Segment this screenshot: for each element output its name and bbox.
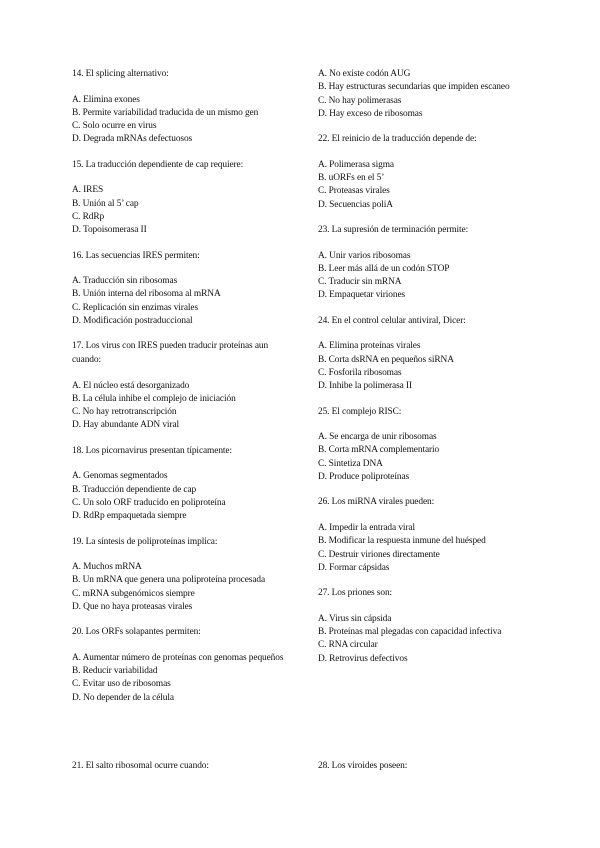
- left-column: [72, 68, 290, 717]
- question-block: [72, 340, 290, 432]
- question-block: [72, 760, 290, 786]
- answer-option: A. IRES: [72, 185, 104, 196]
- answer-option: C. No hay polimerasas: [318, 95, 402, 106]
- answer-option: C. RNA circular: [318, 640, 378, 651]
- question-text: 18. Los picornavirus presentan típicamente:: [72, 445, 232, 456]
- answer-option: C. Fosforila ribosomas: [318, 367, 402, 378]
- answer-option: B. La célula inhibe el complejo de iniciación: [72, 393, 236, 404]
- answer-option: D. Degrada mRNAs defectuosos: [72, 134, 193, 145]
- answer-option: D. Retrovirus defectivos: [318, 653, 408, 664]
- answer-option: D. RdRp empaquetada siempre: [72, 511, 187, 522]
- question-text: 27. Los priones son:: [318, 588, 393, 599]
- answer-option: B. Unión interna del ribosoma al mRNA: [72, 289, 221, 300]
- answer-option: C. Solo ocurre en virus: [72, 121, 157, 132]
- answer-option: A. Aumentar número de proteínas con genomas pequeños: [72, 652, 284, 663]
- answer-option: D. Modificación postraduccional: [72, 316, 193, 327]
- answer-option: B. Traducción dependiente de cap: [72, 484, 197, 495]
- question-text: 19. La síntesis de poliproteínas implica:: [72, 536, 218, 547]
- answer-option: A. Polimerasa sigma: [318, 159, 394, 170]
- question-text: 15. La traducción dependiente de cap requiere:: [72, 159, 244, 170]
- question-block: [318, 315, 530, 394]
- question-block: [72, 445, 290, 524]
- answer-option: C. No hay retrotranscripción: [72, 407, 177, 418]
- question-text: 14. El splicing alternativo:: [72, 69, 169, 79]
- question-block: [318, 224, 530, 303]
- question-block: [72, 626, 290, 705]
- question-block: [72, 68, 290, 147]
- question-block: [318, 496, 530, 575]
- question-block: [72, 536, 290, 615]
- question-text: 21. El salto ribosomal ocurre cuando:: [72, 761, 209, 771]
- answer-option: B. Corta mRNA complementario: [318, 445, 440, 456]
- answer-option: A. El núcleo está desorganizado: [72, 380, 190, 391]
- question-block: [72, 250, 290, 329]
- answer-option: B. Unión al 5’ cap: [72, 198, 139, 209]
- question-block: [72, 159, 290, 238]
- answer-option: D. Que no haya proteasas virales: [72, 601, 193, 612]
- right-column: [318, 68, 530, 678]
- answer-option: D. Hay exceso de ribosomas: [318, 108, 423, 119]
- question-text: 24. En el control celular antiviral, Dicer:: [318, 315, 466, 326]
- answer-option: B. Un mRNA que genera una poliproteína procesada: [72, 575, 266, 586]
- answer-option: C. RdRp: [72, 211, 105, 222]
- answer-option: B. Corta dsRNA en pequeños siRNA: [318, 354, 454, 365]
- answer-option: A. Muchos mRNA: [72, 562, 142, 573]
- answer-option: D. Topoisomerasa II: [72, 225, 147, 236]
- question-text: 26. Los miRNA virales pueden:: [318, 497, 435, 508]
- answer-option: A. Impedir la entrada viral: [318, 522, 415, 533]
- answer-option: A. Elimina proteínas virales: [318, 341, 421, 352]
- answer-option: C. Evitar uso de ribosomas: [72, 679, 171, 690]
- answer-option: B. Proteínas mal plegadas con capacidad infectiva: [318, 626, 502, 637]
- answer-option: D. No depender de la célula: [72, 692, 174, 703]
- answer-option: D. Produce poliproteínas: [318, 472, 410, 483]
- answer-option: C. Proteasas virales: [318, 186, 390, 197]
- answer-option: C. Sintetiza DNA: [318, 458, 383, 469]
- question-block: [318, 133, 530, 212]
- answer-option: A. Virus sin cápsida: [318, 613, 392, 624]
- question-text: 16. Las secuencias IRES permiten:: [72, 250, 200, 261]
- question-text: 17. Los virus con IRES pueden traducir proteínas aun cuando:: [72, 341, 269, 365]
- answer-option: C. Traducir sin mRNA: [318, 277, 402, 288]
- question-block: [318, 406, 530, 485]
- question-block: [318, 587, 530, 666]
- answer-option: B. Permite variabilidad traducida de un mismo gen: [72, 107, 259, 118]
- answer-option: A. No existe codón AUG: [318, 69, 411, 79]
- answer-option: D. Hay abundante ADN viral: [72, 420, 180, 431]
- question-text: 25. El complejo RISC:: [318, 406, 402, 417]
- answer-option: B. uORFs en el 5’: [318, 173, 385, 184]
- answer-option: D. Secuencias poliA: [318, 199, 393, 210]
- answer-option: D. Empaquetar viriones: [318, 290, 406, 301]
- question-text: 23. La supresión de terminación permite:: [318, 224, 469, 235]
- question-block: [318, 760, 530, 786]
- question-text: 20. Los ORFs solapantes permiten:: [72, 627, 201, 638]
- answer-option: A. Se encarga de unir ribosomas: [318, 432, 437, 443]
- answer-option: C. Un solo ORF traducido en poliproteína: [72, 497, 226, 508]
- answer-option: A. Traducción sin ribosomas: [72, 276, 178, 287]
- answer-option: D. Formar cápsidas: [318, 562, 390, 573]
- answer-option: B. Leer más allá de un codón STOP: [318, 263, 450, 274]
- question-block: [318, 68, 530, 121]
- answer-option: B. Reducir variabilidad: [72, 666, 158, 677]
- answer-option: A. Elimina exones: [72, 94, 140, 105]
- answer-option: A. Genomas segmentados: [72, 471, 168, 482]
- answer-option: C. Replicación sin enzimas virales: [72, 302, 198, 313]
- answer-option: C. Destruir viriones directamente: [318, 549, 440, 560]
- question-text: 22. El reinicio de la traducción depende de:: [318, 134, 477, 145]
- answer-option: C. mRNA subgenómicos siempre: [72, 588, 195, 599]
- answer-option: B. Hay estructuras secundarias que impiden escaneo: [318, 82, 510, 93]
- question-text: 28. Los viroides poseen:: [318, 761, 408, 771]
- answer-option: A. Unir varios ribosomas: [318, 250, 411, 261]
- answer-option: B. Modificar la respuesta inmune del huésped: [318, 536, 486, 547]
- answer-option: D. Inhibe la polimerasa II: [318, 381, 412, 392]
